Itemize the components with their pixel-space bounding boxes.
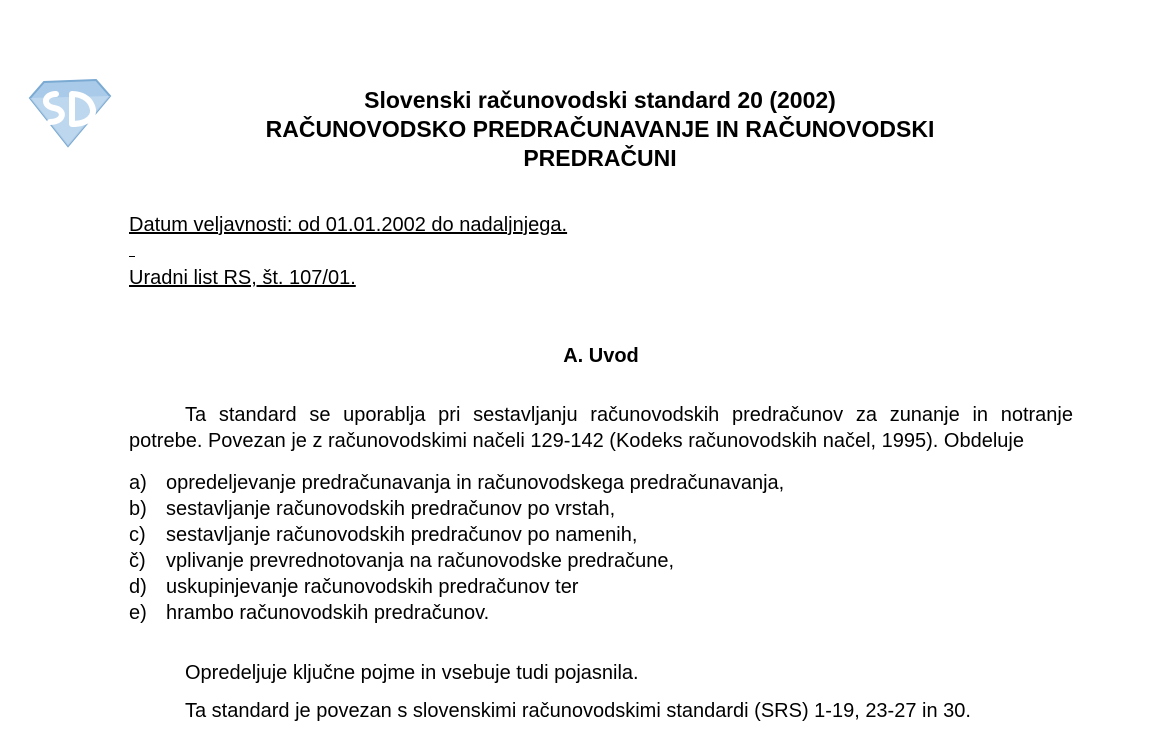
list-item-marker: e) — [129, 602, 147, 624]
list-item-text: sestavljanje računovodskih predračunov po namenih, — [166, 524, 638, 546]
title-line-standard: Slovenski računovodski standard 20 (2002) — [364, 87, 836, 113]
list-item-marker: č) — [129, 550, 146, 572]
list-item — [129, 496, 784, 522]
list-item — [129, 522, 784, 548]
intro-paragraph: Ta standard se uporablja pri sestavljanju računovodskih predračunov za zunanje in notranje potrebe. Povezan je z računovodskimi načeli 129-142 (Kodeks računovodskih načel, 1995). Obdeluje — [129, 404, 1073, 452]
list-item — [129, 600, 784, 626]
definitions-paragraph: Opredeljuje ključne pojme in vsebuje tudi pojasnila. — [185, 662, 639, 684]
list-item-marker: c) — [129, 524, 146, 546]
list-item-text: uskupinjevanje računovodskih predračunov ter — [166, 576, 579, 598]
related-standards-paragraph: Ta standard je povezan s slovenskimi računovodskimi standardi (SRS) 1-19, 23-27 in 30. — [185, 700, 971, 722]
official-gazette-reference: Uradni list RS, št. 107/01. — [129, 267, 356, 289]
list-item-text: vplivanje prevrednotovanja na računovodske predračune, — [166, 550, 675, 572]
section-heading-introduction: A. Uvod — [563, 345, 639, 367]
list-item — [129, 470, 784, 496]
list-item-marker: b) — [129, 498, 147, 520]
list-item — [129, 548, 784, 574]
list-item-text: sestavljanje računovodskih predračunov po vrstah, — [166, 498, 616, 520]
title-line-subject-cont: PREDRAČUNI — [523, 145, 677, 171]
list-item-text: hrambo računovodskih predračunov. — [166, 602, 490, 624]
srs-logo-icon — [26, 76, 112, 148]
list-item-marker: a) — [129, 472, 147, 494]
list-item-marker: d) — [129, 576, 147, 598]
gazette-mark-divider — [129, 256, 135, 257]
validity-date: Datum veljavnosti: od 01.01.2002 do nadaljnjega. — [129, 214, 568, 236]
title-line-subject: RAČUNOVODSKO PREDRAČUNAVANJE IN RAČUNOVODSKI — [265, 116, 935, 142]
list-item-text: opredeljevanje predračunavanja in računovodskega predračunavanja, — [166, 472, 785, 494]
scope-list — [129, 470, 784, 626]
document-title — [150, 86, 1050, 173]
list-item — [129, 574, 784, 600]
